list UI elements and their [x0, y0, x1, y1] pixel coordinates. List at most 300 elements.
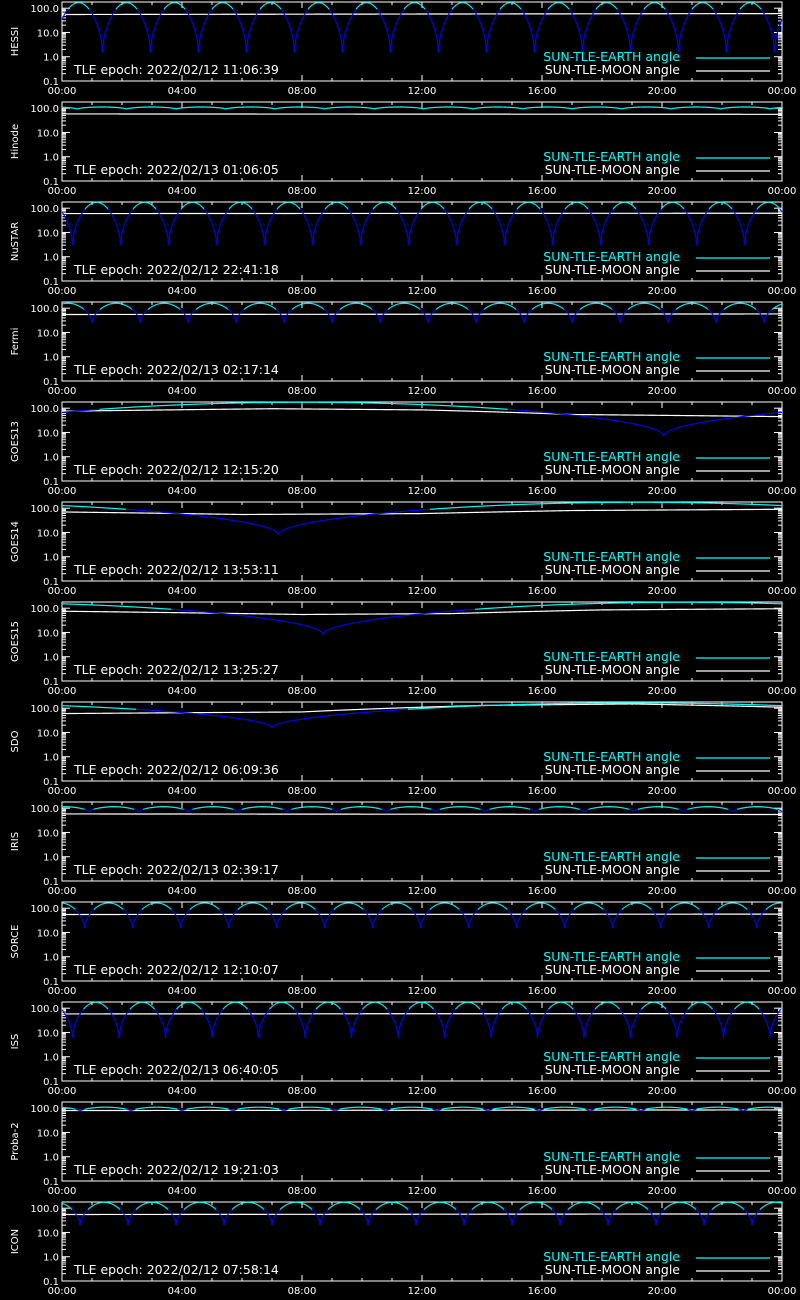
- earth-segment: [497, 216, 498, 217]
- earth-segment: [754, 213, 755, 214]
- earth-segment: [593, 217, 594, 218]
- earth-segment: [388, 34, 389, 36]
- earth-segment: [142, 17, 143, 18]
- earth-segment: [781, 210, 782, 211]
- earth-segment: [397, 22, 398, 23]
- earth-segment: [655, 218, 656, 219]
- earth-segment: [127, 219, 128, 220]
- earth-segment: [713, 9, 714, 10]
- earth-segment: [521, 9, 522, 10]
- earth-segment: [517, 209, 518, 210]
- earth-segment: [222, 221, 223, 222]
- earth-segment: [624, 22, 625, 23]
- earth-segment: [399, 213, 400, 214]
- earth-segment: [757, 209, 758, 210]
- earth-segment: [635, 26, 636, 27]
- earth-segment: [90, 316, 91, 317]
- earth-segment: [383, 19, 384, 20]
- earth-segment: [697, 239, 698, 246]
- earth-segment: [207, 17, 208, 18]
- earth-segment: [165, 8, 166, 9]
- earth-segment: [244, 34, 245, 36]
- earth-segment: [106, 30, 107, 32]
- earth-segment: [605, 222, 606, 223]
- earth-segment: [164, 222, 165, 223]
- earth-segment: [744, 236, 745, 239]
- panel-hinode: [10, 102, 796, 197]
- earth-segment: [368, 216, 369, 217]
- earth-segment: [780, 24, 781, 25]
- earth-segment: [311, 231, 312, 233]
- earth-segment: [137, 315, 138, 316]
- earth-segment: [406, 229, 407, 231]
- earth-segment: [82, 213, 83, 214]
- earth-segment: [614, 208, 615, 209]
- earth-segment: [309, 8, 310, 9]
- earth-segment: [304, 215, 305, 216]
- earth-segment: [214, 229, 215, 231]
- earth-segment: [741, 7, 742, 8]
- earth-segment: [212, 9, 213, 10]
- earth-segment: [92, 14, 93, 15]
- earth-segment: [158, 18, 159, 19]
- earth-segment: [342, 41, 343, 45]
- earth-segment: [528, 21, 529, 22]
- earth-segment: [688, 215, 689, 216]
- earth-segment: [728, 36, 729, 38]
- earth-segment: [213, 225, 214, 226]
- earth-segment: [631, 41, 632, 45]
- earth-segment: [462, 221, 463, 222]
- earth-segment: [169, 236, 170, 239]
- earth-segment: [105, 34, 106, 36]
- earth-segment: [256, 214, 257, 215]
- earth-segment: [543, 213, 544, 214]
- earth-segment: [540, 209, 541, 210]
- earth-segment: [187, 12, 188, 13]
- earth-segment: [283, 11, 284, 12]
- earth-segment: [613, 209, 614, 210]
- earth-segment: [191, 18, 192, 19]
- earth-segment: [179, 212, 180, 213]
- earth-segment: [549, 8, 550, 9]
- earth-segment: [775, 41, 776, 45]
- earth-segment: [349, 210, 350, 211]
- earth-segment: [449, 13, 450, 14]
- earth-segment: [454, 7, 455, 8]
- earth-segment: [670, 16, 671, 17]
- earth-segment: [737, 216, 738, 217]
- earth-segment: [725, 36, 726, 38]
- earth-segment: [154, 29, 155, 31]
- earth-segment: [258, 12, 259, 13]
- earth-segment: [496, 215, 497, 216]
- earth-segment: [181, 209, 182, 210]
- earth-segment: [686, 212, 687, 213]
- earth-segment: [118, 7, 119, 8]
- earth-segment: [271, 219, 272, 220]
- earth-segment: [370, 213, 371, 214]
- earth-segment: [316, 226, 317, 228]
- earth-segment: [401, 216, 402, 217]
- earth-segment: [565, 209, 566, 210]
- earth-segment: [664, 7, 665, 8]
- x-tick-label: 16:00: [528, 86, 557, 97]
- earth-segment: [541, 210, 542, 211]
- earth-segment: [182, 208, 183, 209]
- earth-segment: [592, 15, 593, 16]
- earth-segment: [639, 213, 640, 214]
- earth-segment: [676, 32, 677, 34]
- earth-segment: [124, 226, 125, 228]
- earth-segment: [499, 221, 500, 222]
- earth-segment: [587, 27, 588, 29]
- earth-segment: [721, 23, 722, 24]
- earth-segment: [356, 9, 357, 10]
- earth-segment: [723, 29, 724, 31]
- earth-segment: [667, 11, 668, 12]
- earth-segment: [739, 10, 740, 11]
- earth-segment: [680, 39, 681, 42]
- earth-segment: [213, 226, 214, 228]
- earth-segment: [597, 226, 598, 228]
- earth-segment: [700, 225, 701, 226]
- earth-segment: [559, 218, 560, 219]
- earth-segment: [118, 6, 119, 7]
- earth-segment: [771, 29, 772, 31]
- earth-segment: [457, 239, 458, 246]
- earth-segment: [406, 228, 407, 230]
- earth-segment: [73, 236, 74, 239]
- earth-segment: [719, 19, 720, 20]
- earth-segment: [275, 212, 276, 213]
- earth-segment: [529, 23, 530, 24]
- earth-segment: [682, 29, 683, 31]
- earth-segment: [204, 23, 205, 24]
- earth-segment: [179, 211, 180, 212]
- earth-segment: [651, 229, 652, 231]
- earth-segment: [606, 220, 607, 221]
- earth-segment: [62, 18, 63, 19]
- earth-segment: [776, 39, 777, 42]
- earth-segment: [63, 16, 64, 17]
- earth-segment: [538, 29, 539, 31]
- earth-segment: [542, 211, 543, 212]
- earth-segment: [764, 14, 765, 15]
- earth-segment: [683, 26, 684, 27]
- earth-segment: [218, 233, 219, 235]
- earth-segment: [411, 228, 412, 230]
- earth-segment: [752, 217, 753, 218]
- x-tick-label: 16:00: [528, 386, 557, 397]
- earth-segment: [363, 229, 364, 231]
- earth-segment: [773, 39, 774, 42]
- earth-segment: [293, 39, 294, 42]
- earth-segment: [777, 34, 778, 36]
- earth-segment: [210, 12, 211, 13]
- earth-segment: [135, 7, 136, 8]
- earth-segment: [116, 223, 117, 224]
- earth-segment: [292, 34, 293, 36]
- earth-segment: [509, 222, 510, 223]
- earth-segment: [429, 15, 430, 16]
- earth-segment: [546, 219, 547, 220]
- earth-segment: [586, 30, 587, 32]
- earth-segment: [302, 19, 303, 20]
- earth-segment: [573, 15, 574, 16]
- earth-segment: [551, 233, 552, 235]
- earth-segment: [250, 30, 251, 32]
- earth-segment: [220, 226, 221, 228]
- earth-segment: [163, 11, 164, 12]
- earth-segment: [115, 220, 116, 221]
- earth-segment: [369, 214, 370, 215]
- y-tick-label: 1.0: [43, 253, 59, 264]
- earth-segment: [666, 11, 667, 12]
- earth-segment: [446, 211, 447, 212]
- earth-segment: [548, 9, 549, 10]
- earth-segment: [586, 207, 587, 208]
- earth-segment: [146, 311, 147, 312]
- y-tick-label: 1.0: [43, 353, 59, 364]
- earth-segment: [693, 7, 694, 8]
- earth-segment: [409, 236, 410, 239]
- earth-segment: [557, 223, 558, 224]
- earth-segment: [645, 226, 646, 228]
- earth-segment: [626, 27, 627, 29]
- earth-segment: [197, 39, 198, 42]
- earth-segment: [779, 27, 780, 29]
- earth-segment: [554, 233, 555, 235]
- earth-segment: [166, 7, 167, 8]
- earth-segment: [617, 9, 618, 10]
- earth-segment: [518, 207, 519, 208]
- earth-segment: [471, 6, 472, 7]
- earth-segment: [739, 11, 740, 12]
- earth-segment: [689, 216, 690, 217]
- earth-segment: [197, 36, 198, 38]
- earth-segment: [642, 11, 643, 12]
- earth-segment: [576, 21, 577, 22]
- earth-segment: [718, 16, 719, 17]
- earth-segment: [699, 228, 700, 230]
- earth-segment: [678, 41, 679, 45]
- earth-segment: [502, 228, 503, 230]
- earth-segment: [661, 209, 662, 210]
- earth-segment: [76, 225, 77, 226]
- earth-segment: [301, 210, 302, 211]
- earth-segment: [517, 209, 518, 210]
- panel-fermi: [10, 302, 796, 397]
- earth-segment: [477, 15, 478, 16]
- earth-segment: [494, 19, 495, 20]
- earth-segment: [233, 9, 234, 10]
- earth-segment: [212, 223, 213, 224]
- earth-segment: [293, 36, 294, 38]
- y-tick-label: 1.0: [43, 153, 59, 164]
- earth-segment: [318, 220, 319, 221]
- earth-segment: [254, 18, 255, 19]
- earth-segment: [229, 209, 230, 210]
- earth-segment: [379, 11, 380, 12]
- earth-segment: [394, 207, 395, 208]
- earth-segment: [669, 15, 670, 16]
- earth-segment: [645, 8, 646, 9]
- earth-segment: [332, 14, 333, 15]
- earth-segment: [591, 213, 592, 214]
- earth-segment: [365, 222, 366, 223]
- earth-segment: [162, 218, 163, 219]
- earth-segment: [588, 23, 589, 24]
- earth-segment: [524, 13, 525, 14]
- earth-segment: [716, 14, 717, 15]
- earth-segment: [404, 223, 405, 224]
- earth-segment: [591, 17, 592, 18]
- earth-segment: [643, 220, 644, 221]
- earth-segment: [116, 9, 117, 10]
- earth-segment: [246, 41, 247, 45]
- earth-segment: [616, 7, 617, 8]
- satellite-name: NuSTAR: [10, 222, 21, 261]
- earth-segment: [140, 320, 141, 323]
- earth-segment: [646, 7, 647, 8]
- earth-segment: [705, 214, 706, 215]
- earth-segment: [698, 231, 699, 233]
- earth-segment: [683, 208, 684, 209]
- y-tick-label: 1.0: [43, 53, 59, 64]
- earth-segment: [142, 316, 143, 317]
- earth-segment: [230, 208, 231, 209]
- earth-segment: [262, 7, 263, 8]
- earth-segment: [250, 29, 251, 31]
- earth-segment: [134, 207, 135, 208]
- earth-segment: [259, 220, 260, 221]
- earth-segment: [97, 312, 98, 313]
- earth-segment: [595, 221, 596, 222]
- earth-segment: [475, 11, 476, 12]
- earth-segment: [258, 218, 259, 219]
- earth-segment: [109, 21, 110, 22]
- earth-segment: [639, 16, 640, 17]
- earth-segment: [88, 8, 89, 9]
- earth-segment: [362, 233, 363, 235]
- earth-segment: [105, 32, 106, 34]
- earth-segment: [248, 36, 249, 38]
- earth-segment: [739, 220, 740, 221]
- earth-segment: [561, 215, 562, 216]
- x-tick-label: 16:00: [528, 186, 557, 197]
- earth-segment: [184, 8, 185, 9]
- earth-segment: [209, 217, 210, 218]
- earth-segment: [241, 24, 242, 25]
- earth-segment: [557, 222, 558, 223]
- earth-segment: [99, 30, 100, 32]
- earth-segment: [186, 11, 187, 12]
- earth-segment: [329, 9, 330, 10]
- earth-segment: [663, 7, 664, 8]
- earth-segment: [765, 15, 766, 16]
- earth-segment: [460, 226, 461, 228]
- earth-segment: [330, 11, 331, 12]
- earth-segment: [304, 15, 305, 16]
- earth-segment: [710, 208, 711, 209]
- earth-segment: [334, 17, 335, 18]
- earth-segment: [410, 231, 411, 233]
- earth-segment: [754, 213, 755, 214]
- earth-segment: [113, 13, 114, 14]
- earth-segment: [241, 23, 242, 24]
- earth-segment: [356, 222, 357, 223]
- earth-segment: [550, 7, 551, 8]
- earth-segment: [689, 14, 690, 15]
- earth-segment: [400, 215, 401, 216]
- earth-segment: [193, 23, 194, 24]
- earth-segment: [208, 15, 209, 16]
- earth-segment: [437, 36, 438, 38]
- earth-segment: [584, 36, 585, 38]
- earth-segment: [211, 10, 212, 11]
- earth-segment: [560, 216, 561, 217]
- earth-segment: [642, 12, 643, 13]
- earth-segment: [480, 21, 481, 22]
- earth-segment: [735, 213, 736, 214]
- earth-segment: [157, 210, 158, 211]
- earth-segment: [177, 215, 178, 216]
- earth-segment: [229, 209, 230, 210]
- earth-segment: [284, 13, 285, 14]
- earth-segment: [156, 209, 157, 210]
- earth-segment: [355, 221, 356, 222]
- earth-segment: [347, 26, 348, 27]
- earth-segment: [207, 213, 208, 214]
- earth-segment: [637, 210, 638, 211]
- earth-segment: [257, 216, 258, 217]
- earth-segment: [321, 214, 322, 215]
- earth-segment: [120, 236, 121, 239]
- earth-segment: [213, 7, 214, 8]
- earth-segment: [466, 213, 467, 214]
- earth-segment: [265, 236, 266, 239]
- earth-segment: [116, 222, 117, 223]
- earth-segment: [108, 24, 109, 25]
- x-tick-label: 08:00: [288, 286, 317, 297]
- earth-segment: [325, 209, 326, 210]
- earth-segment: [594, 218, 595, 219]
- earth-segment: [372, 210, 373, 211]
- earth-segment: [183, 7, 184, 8]
- earth-segment: [448, 214, 449, 215]
- earth-segment: [126, 221, 127, 222]
- earth-segment: [701, 222, 702, 223]
- earth-segment: [635, 207, 636, 208]
- earth-segment: [641, 13, 642, 14]
- earth-segment: [726, 41, 727, 45]
- earth-segment: [352, 215, 353, 216]
- earth-segment: [705, 215, 706, 216]
- earth-segment: [122, 231, 123, 233]
- earth-segment: [480, 22, 481, 23]
- earth-segment: [134, 208, 135, 209]
- earth-segment: [172, 225, 173, 226]
- earth-segment: [338, 27, 339, 29]
- earth-segment: [779, 208, 780, 209]
- earth-segment: [560, 217, 561, 218]
- earth-segment: [498, 218, 499, 219]
- earth-segment: [155, 26, 156, 27]
- earth-segment: [456, 236, 457, 239]
- earth-segment: [563, 211, 564, 212]
- earth-segment: [420, 210, 421, 211]
